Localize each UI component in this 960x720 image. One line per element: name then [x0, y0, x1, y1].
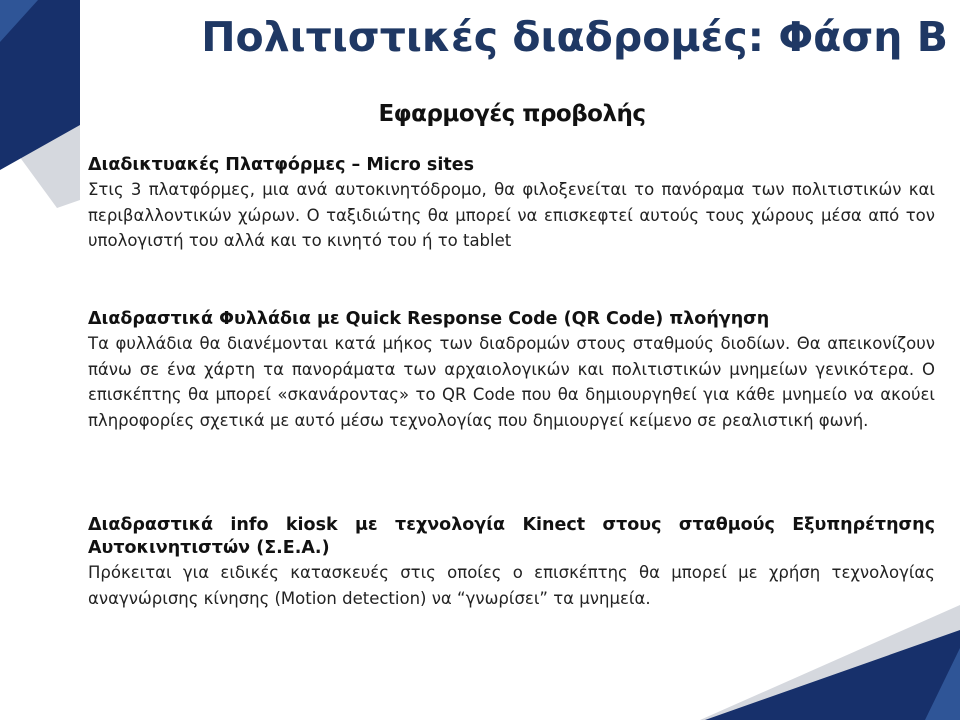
- slide-title: Πολιτιστικές διαδρομές: Φάση Β: [201, 13, 948, 61]
- section-micro-sites: [88, 154, 935, 254]
- section-heading: Διαδραστικά info kiosk με τεχνολογία Kinect στους σταθμούς Εξυπηρέτησης Αυτοκινητιστών (Σ.Ε.Α.): [88, 515, 935, 558]
- section-qr-leaflets: [88, 308, 935, 433]
- corner-shape-dark-bottom: [705, 630, 960, 720]
- section-body: Στις 3 πλατφόρμες, μια ανά αυτοκινητόδρομο, θα φιλοξενείται το πανόραμα των πολιτιστικών και περιβαλλοντικών χώρων. Ο ταξιδιώτης θα μπορεί να επισκεφτεί αυτούς τους χώρους μέσα από τον υπολογιστή του αλλά και το κινητό του ή το tablet: [88, 180, 935, 250]
- section-body: Τα φυλλάδια θα διανέμονται κατά μήκος των διαδρομών στους σταθμούς διοδίων. Θα απεικονίζουν πάνω σε ένα χάρτη τα πανοράματα των αρχαιολογικών και πολιτιστικών μνημείων γενικότερα. Ο επισκέπτης θα μπορεί «σκανάροντας» το QR Code που θα δημιουργηθεί για κάθε μνημείο να ακούει πληροφορίες σχετικά με αυτό μέσω τεχνολογίας που δημιουργεί κείμενο σε ρεαλιστική φωνή.: [88, 334, 935, 430]
- slide-subtitle: Εφαρμογές προβολής: [378, 101, 646, 127]
- section-body: Πρόκειται για ειδικές κατασκευές στις οποίες ο επισκέπτης θα μπορεί με χρήση τεχνολογίας αναγνώρισης κίνησης (Motion detection) να “γνωρίσει” τα μνημεία.: [88, 563, 935, 608]
- section-heading: Διαδραστικά Φυλλάδια με Quick Response Code (QR Code) πλοήγηση: [88, 309, 770, 329]
- section-info-kiosk: [88, 514, 935, 611]
- section-heading: Διαδικτυακές Πλατφόρμες – Micro sites: [88, 155, 474, 175]
